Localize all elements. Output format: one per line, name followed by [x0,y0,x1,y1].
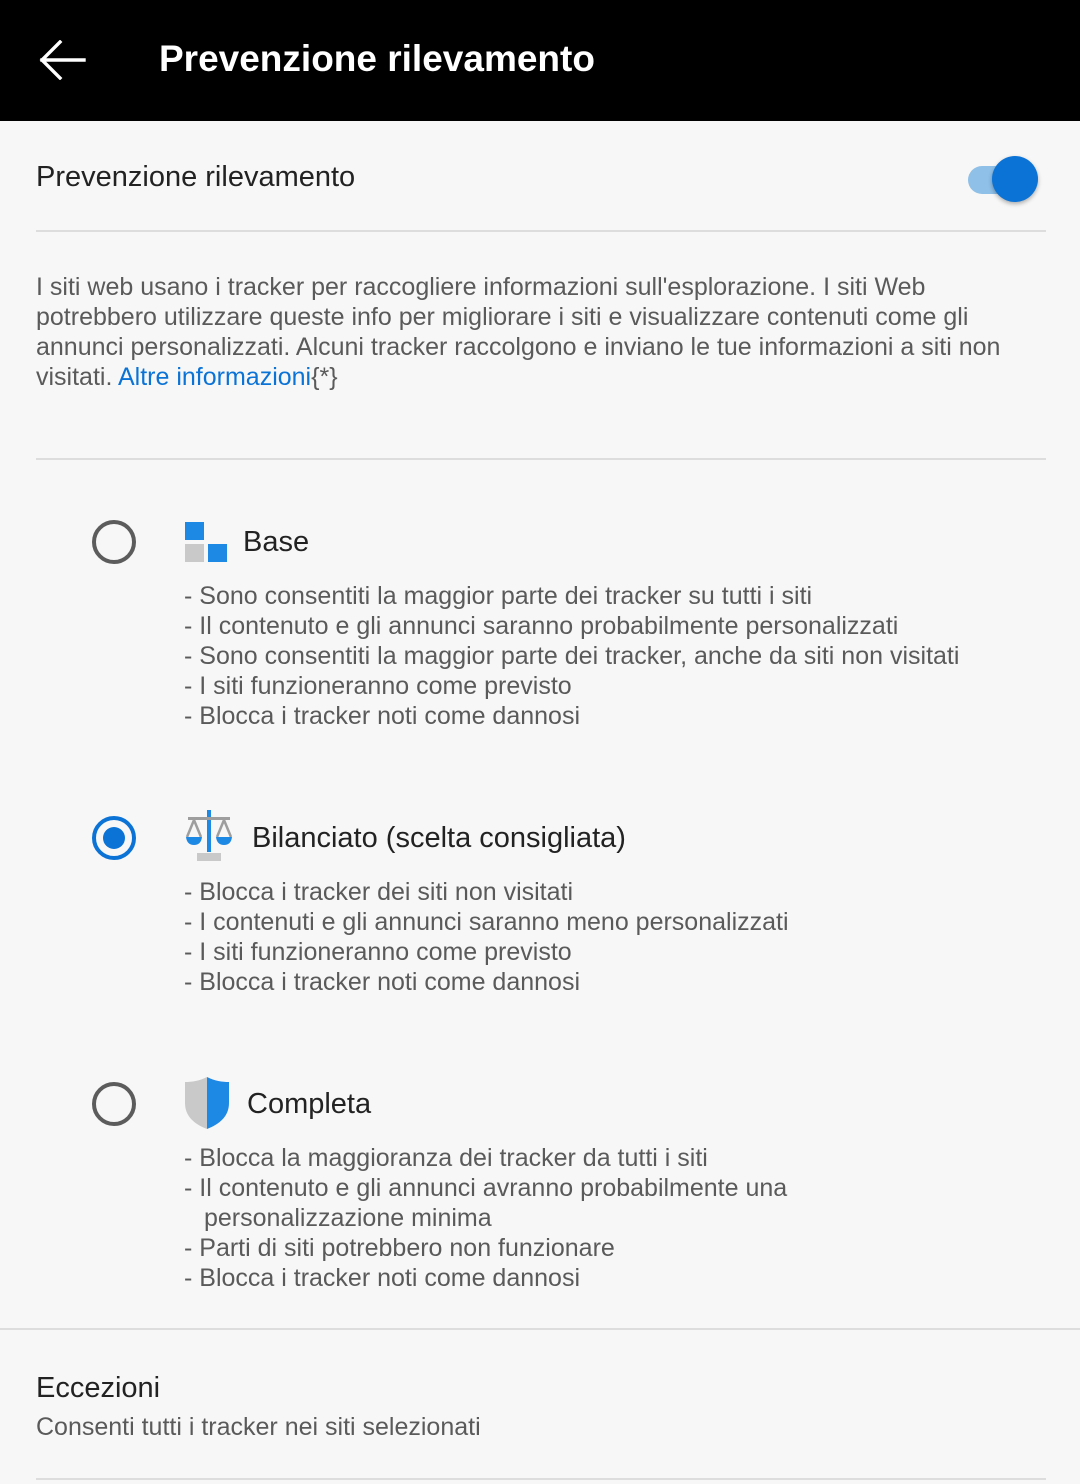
radio-balanced[interactable] [92,816,136,860]
scales-icon [184,809,234,863]
exceptions-item[interactable] [0,1330,1080,1480]
exceptions-subtitle: Consenti tutti i tracker nei siti selezionati [36,1413,481,1441]
toggle-label: Prevenzione rilevamento [36,161,356,193]
tracking-prevention-toggle-row[interactable] [0,121,1080,231]
bullet: - Blocca la maggioranza dei tracker da tutti i siti [184,1144,708,1172]
learn-more-link[interactable]: Altre informazioni [117,363,312,391]
radio-selected-dot [103,827,125,849]
page-title: Prevenzione rilevamento [159,38,595,79]
bullet: - I siti funzioneranno come previsto [184,938,572,966]
option-title-complete: Completa [247,1088,372,1120]
description-body: I siti web usano i tracker per raccogliere informazioni sull'esplorazione. I siti Web potrebbero utilizzare queste info per migliorare i siti e visualizzare contenuti come gli annunci personalizzati. Alcuni tracker raccolgono e inviano le tue informazioni a siti non visitati. [36,273,1001,391]
tracking-prevention-switch[interactable] [966,156,1040,202]
app-bar [0,0,1080,121]
option-title-base: Base [243,526,310,558]
shield-icon [184,1076,230,1130]
bullet: - Il contenuto e gli annunci avranno probabilmente una [184,1174,788,1202]
option-bullets-balanced [184,877,789,997]
radio-complete[interactable] [92,1082,136,1126]
option-bullets-complete [184,1143,787,1293]
bullet: - I contenuti e gli annunci saranno meno personalizzati [184,908,789,936]
bullet: - Blocca i tracker noti come dannosi [184,968,581,996]
divider [36,458,1046,460]
bullet: - Sono consentiti la maggior parte dei tracker, anche da siti non visitati [184,642,960,670]
radio-base[interactable] [92,520,136,564]
bullet: - Sono consentiti la maggior parte dei tracker su tutti i siti [184,582,813,610]
switch-thumb [992,156,1038,202]
bullet: - Blocca i tracker noti come dannosi [184,1264,581,1292]
arrow-left-icon [38,40,86,80]
option-complete[interactable] [0,1062,1080,1312]
option-title-balanced: Bilanciato (scelta consigliata) [252,822,626,854]
option-base[interactable] [0,500,1080,750]
bullet: - Blocca i tracker noti come dannosi [184,702,581,730]
back-button[interactable] [30,30,94,90]
bullet: - Parti di siti potrebbero non funzionare [184,1234,615,1262]
description-suffix: {*} [311,363,338,391]
option-balanced[interactable] [0,796,1080,1016]
divider [36,1478,1046,1480]
bullet: - Blocca i tracker dei siti non visitati [184,878,574,906]
description-text [36,272,1046,392]
option-bullets-base [184,581,959,731]
bullet: - I siti funzioneranno come previsto [184,672,572,700]
bullet-continuation: personalizzazione minima [204,1204,492,1232]
bullet: - Il contenuto e gli annunci saranno probabilmente personalizzati [184,612,899,640]
blocks-icon [184,521,228,563]
exceptions-title: Eccezioni [36,1372,161,1404]
divider [36,230,1046,232]
